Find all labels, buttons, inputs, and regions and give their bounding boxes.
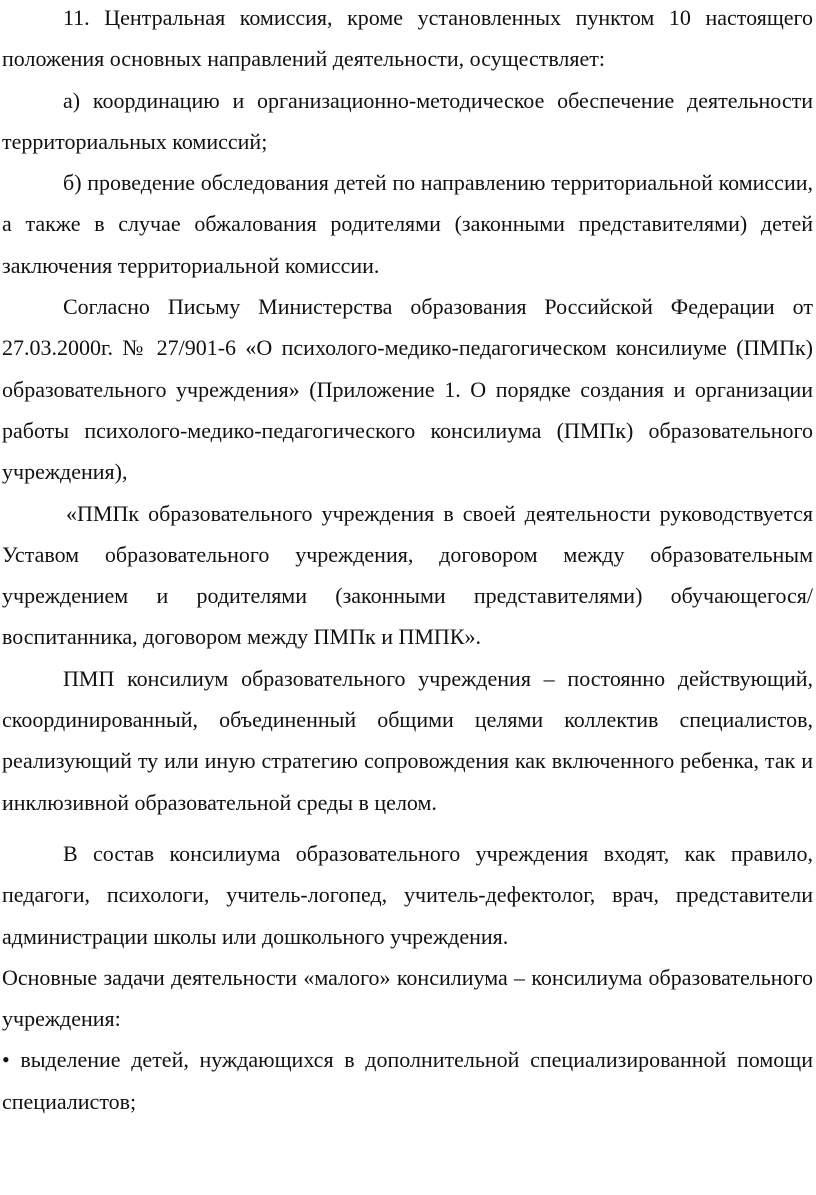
list-item-task-1: • выделение детей, нуждающихся в дополнительной специализированной помощи специалистов; — [2, 1047, 813, 1114]
paragraph-pmp-definition: ПМП консилиум образовательного учреждения – постоянно действующий, скоординированный, объединенный общими целями коллектив специалистов, реализующий ту или иную стратегию сопровождения как включенного ребенка, так и инклюзивной образовательной среды в целом. — [2, 665, 813, 815]
paragraph-central-commission: 11. Центральная комиссия, кроме установленных пунктом 10 настоящего положения основных направлений деятельности, осуществляет: — [2, 5, 813, 72]
paragraph-ministry-letter: Согласно Письму Министерства образования Российской Федерации от 27.03.2000г. № 27/901-6 «О психолого-медико-педагогическом консилиуме (ПМПк) образовательного учреждения» (Приложение 1. О порядке создания и организации работы психолого-медико-педагогического консилиума (ПМПк) образовательного учреждения), — [2, 294, 813, 485]
paragraph-main-tasks: Основные задачи деятельности «малого» консилиума – консилиума образовательного учреждения: — [2, 964, 813, 1032]
paragraph-pmpk-quote: «ПМПк образовательного учреждения в своей деятельности руководствуется Уставом образовательного учреждения, договором между образовательным учреждением и родителями (законными представителями) обучающегося/ воспитанника, договором между ПМПк и ПМПК». — [2, 500, 813, 650]
paragraph-item-b: б) проведение обследования детей по направлению территориальной комиссии, а также в случае обжалования родителями (законными представителями) детей заключения территориальной комиссии. — [2, 170, 813, 278]
paragraph-consilium-composition: В состав консилиума образовательного учреждения входят, как правило, педагоги, психологи, учитель-логопед, учитель-дефектолог, врач, представители администрации школы или дошкольного учреждения. — [2, 840, 813, 949]
paragraph-item-a: а) координацию и организационно-методическое обеспечение деятельности территориальных комиссий; — [2, 87, 813, 154]
